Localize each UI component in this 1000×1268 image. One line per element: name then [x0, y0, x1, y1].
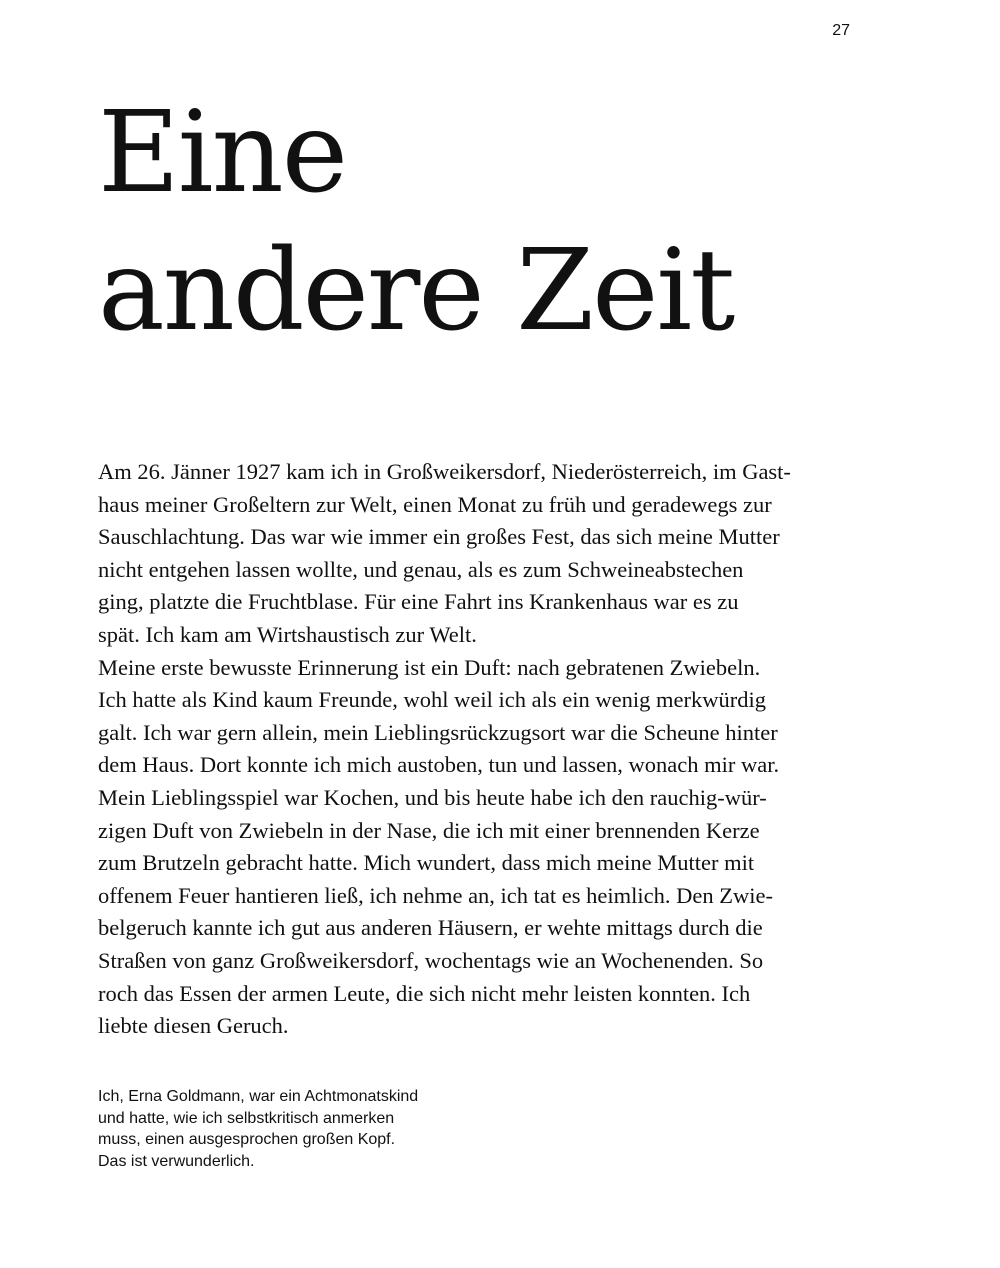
- body-line: ging, platzte die Fruchtblase. Für eine Fahrt ins Krankenhaus war es zu: [98, 589, 739, 615]
- body-paragraph: [98, 456, 908, 1043]
- chapter-title-line: Eine: [98, 88, 346, 218]
- chapter-title: [98, 84, 733, 360]
- body-line: Am 26. Jänner 1927 kam ich in Großweikersdorf, Niederösterreich, im Gast-: [98, 459, 791, 484]
- page-number: 27: [832, 22, 850, 39]
- footnote-line: und hatte, wie ich selbstkritisch anmerken: [98, 1109, 395, 1127]
- body-line: Mein Lieblingsspiel war Kochen, und bis heute habe ich den rauchig-wür-: [98, 784, 767, 810]
- chapter-title-line: andere Zeit: [98, 226, 734, 356]
- body-line: galt. Ich war gern allein, mein Lieblingsrückzugsort war die Scheune hinter: [98, 719, 778, 745]
- body-line: nicht entgehen lassen wollte, und genau, als es zum Schweineabstechen: [98, 556, 744, 582]
- body-line: belgeruch kannte ich gut aus anderen Häusern, er wehte mittags durch die: [98, 915, 763, 941]
- body-line: roch das Essen der armen Leute, die sich nicht mehr leisten konnten. Ich: [98, 980, 751, 1006]
- body-line: zum Brutzeln gebracht hatte. Mich wundert, dass mich meine Mutter mit: [98, 850, 755, 876]
- body-line: Sauschlachtung. Das war wie immer ein großes Fest, das sich meine Mutter: [98, 524, 780, 550]
- footnote-line: muss, einen ausgesprochen großen Kopf.: [98, 1131, 396, 1148]
- body-line: Straßen von ganz Großweikersdorf, wochentags wie an Wochenenden. So: [98, 947, 764, 973]
- body-line: haus meiner Großeltern zur Welt, einen Monat zu früh und geradewegs zur: [98, 491, 772, 517]
- body-line: liebte diesen Geruch.: [98, 1013, 289, 1039]
- body-line: offenem Feuer hantieren ließ, ich nehme an, ich tat es heimlich. Den Zwie-: [98, 882, 773, 908]
- body-line: spät. Ich kam am Wirtshaustisch zur Welt.: [98, 621, 477, 647]
- footnote-line: Das ist verwunderlich.: [98, 1152, 255, 1170]
- body-line: dem Haus. Dort konnte ich mich austoben, tun und lassen, wonach mir war.: [98, 752, 780, 778]
- body-line: Meine erste bewusste Erinnerung ist ein Duft: nach gebratenen Zwiebeln.: [98, 654, 761, 680]
- body-line: zigen Duft von Zwiebeln in der Nase, die ich mit einer brennenden Kerze: [98, 817, 760, 843]
- body-line: Ich hatte als Kind kaum Freunde, wohl weil ich als ein wenig merkwürdig: [98, 687, 766, 713]
- footnote: [98, 1086, 518, 1172]
- footnote-line: Ich, Erna Goldmann, war ein Achtmonatskind: [98, 1088, 419, 1105]
